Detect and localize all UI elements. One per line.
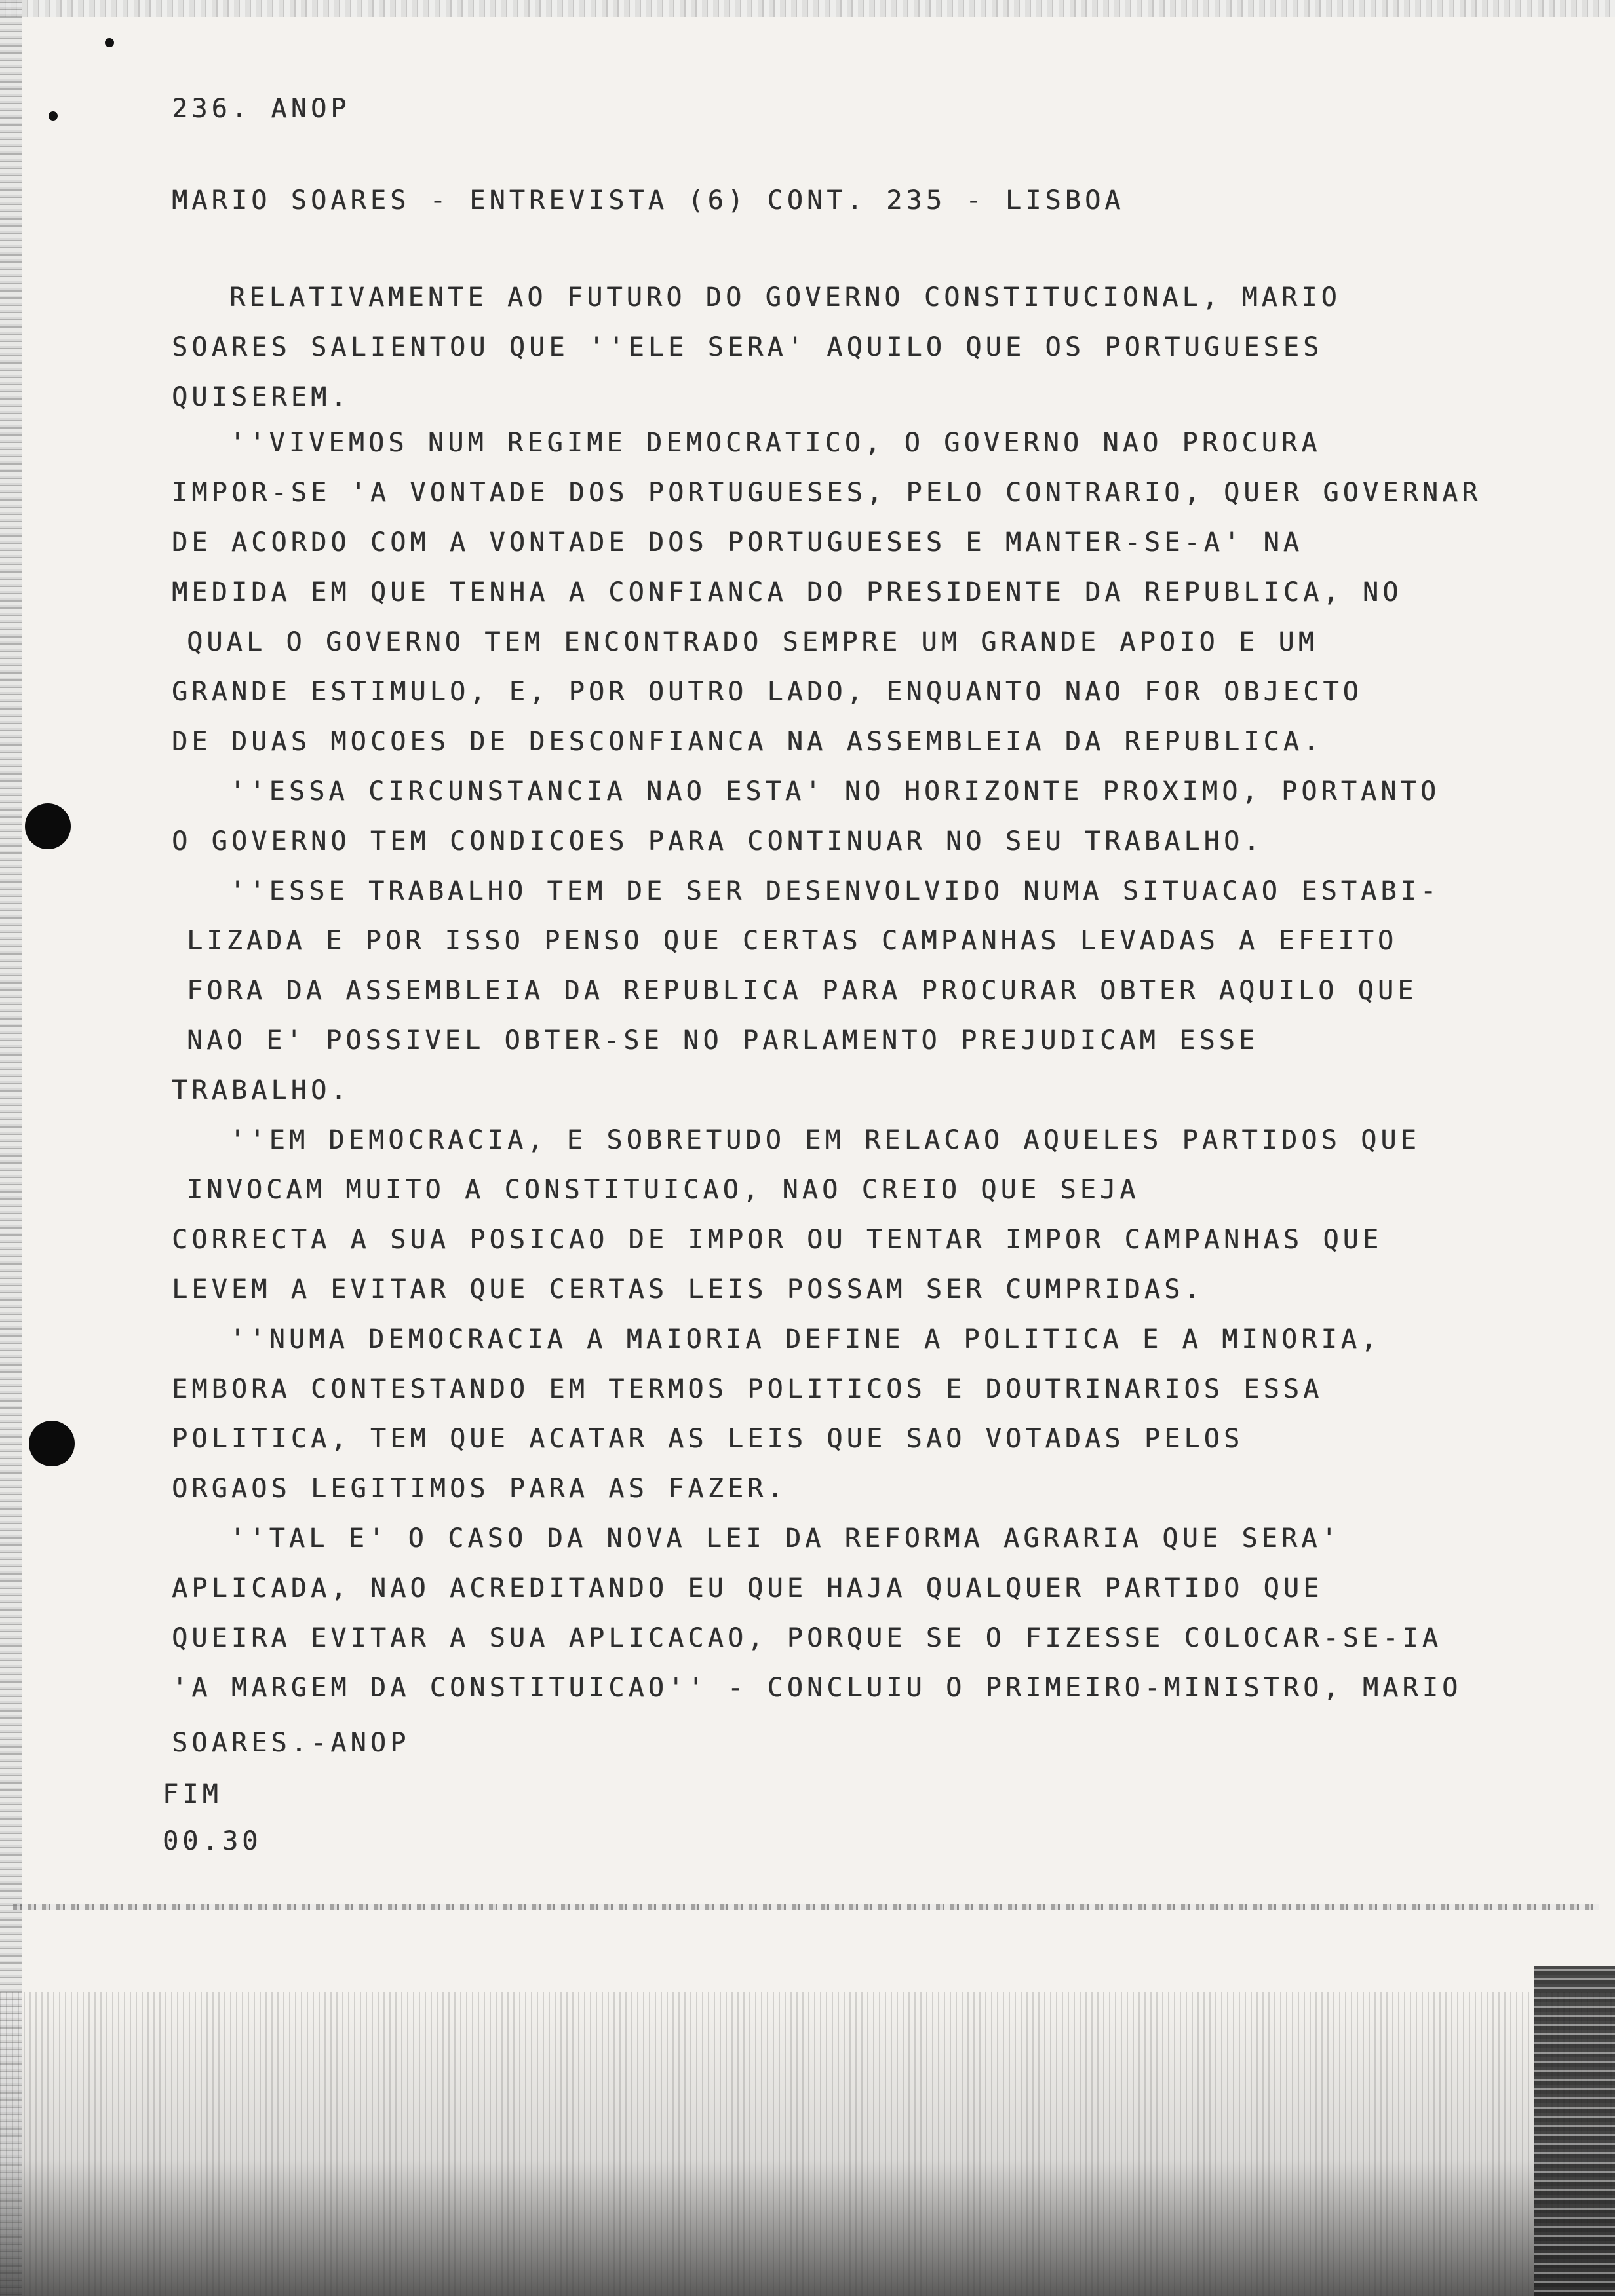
scan-noise-top [0,0,1615,17]
scan-noise-left [0,0,22,2296]
body-line: SOARES SALIENTOU QUE ''ELE SERA' AQUILO QUE OS PORTUGUESES [172,332,1323,362]
body-line: ''EM DEMOCRACIA, E SOBRETUDO EM RELACAO AQUELES PARTIDOS QUE [229,1125,1420,1155]
body-line: DE ACORDO COM A VONTADE DOS PORTUGUESES E MANTER-SE-A' NA [172,527,1304,558]
time-mark: 00.30 [163,1826,262,1856]
body-line: ''NUMA DEMOCRACIA A MAIORIA DEFINE A POLITICA E A MINORIA, [229,1324,1381,1354]
end-mark: FIM [163,1779,222,1809]
body-line: EMBORA CONTESTANDO EM TERMOS POLITICOS E DOUTRINARIOS ESSA [172,1374,1323,1404]
body-line: POLITICA, TEM QUE ACATAR AS LEIS QUE SAO VOTADAS PELOS [172,1424,1244,1454]
body-line: ''TAL E' O CASO DA NOVA LEI DA REFORMA AGRARIA QUE SERA' [229,1523,1341,1554]
body-line: FORA DA ASSEMBLEIA DA REPUBLICA PARA PROCURAR OBTER AQUILO QUE [187,976,1418,1006]
body-line: O GOVERNO TEM CONDICOES PARA CONTINUAR NO SEU TRABALHO. [172,826,1264,856]
body-line: ''VIVEMOS NUM REGIME DEMOCRATICO, O GOVERNO NAO PROCURA [229,428,1321,458]
body-line: NAO E' POSSIVEL OBTER-SE NO PARLAMENTO PREJUDICAM ESSE [187,1025,1259,1056]
body-line: QUEIRA EVITAR A SUA APLICACAO, PORQUE SE O FIZESSE COLOCAR-SE-IA [172,1623,1443,1653]
punch-hole-lower [29,1421,75,1466]
body-line: GRANDE ESTIMULO, E, POR OUTRO LADO, ENQUANTO NAO FOR OBJECTO [172,677,1363,707]
body-line: RELATIVAMENTE AO FUTURO DO GOVERNO CONSTITUCIONAL, MARIO [229,282,1341,313]
document-header: 236. ANOP [172,94,351,124]
body-line: ''ESSA CIRCUNSTANCIA NAO ESTA' NO HORIZONTE PROXIMO, PORTANTO [229,776,1441,807]
scan-noise-bottom [0,1992,1615,2296]
body-line: APLICADA, NAO ACREDITANDO EU QUE HAJA QUALQUER PARTIDO QUE [172,1573,1323,1603]
body-line: IMPOR-SE 'A VONTADE DOS PORTUGUESES, PELO CONTRARIO, QUER GOVERNAR [172,478,1482,508]
body-line: LEVEM A EVITAR QUE CERTAS LEIS POSSAM SER CUMPRIDAS. [172,1274,1204,1305]
body-line: ORGAOS LEGITIMOS PARA AS FAZER. [172,1474,787,1504]
body-line: LIZADA E POR ISSO PENSO QUE CERTAS CAMPANHAS LEVADAS A EFEITO [187,926,1398,956]
body-line: DE DUAS MOCOES DE DESCONFIANCA NA ASSEMBLEIA DA REPUBLICA. [172,727,1323,757]
body-line: QUAL O GOVERNO TEM ENCONTRADO SEMPRE UM GRANDE APOIO E UM [187,627,1319,657]
body-line: TRABALHO. [172,1075,351,1105]
punch-hole-upper [25,803,71,849]
page-rule [13,1904,1599,1910]
body-line: CORRECTA A SUA POSICAO DE IMPOR OU TENTAR IMPOR CAMPANHAS QUE [172,1225,1383,1255]
ink-dot [105,38,114,47]
body-line: SOARES.-ANOP [172,1728,410,1758]
body-line: QUISEREM. [172,382,351,412]
ink-dot [49,111,58,121]
scan-noise-bottom-right [1534,1966,1615,2296]
body-line: MEDIDA EM QUE TENHA A CONFIANCA DO PRESIDENTE DA REPUBLICA, NO [172,577,1403,607]
body-line: INVOCAM MUITO A CONSTITUICAO, NAO CREIO QUE SEJA [187,1175,1140,1205]
document-slug: MARIO SOARES - ENTREVISTA (6) CONT. 235 - LISBOA [172,185,1125,216]
body-line: 'A MARGEM DA CONSTITUICAO'' - CONCLUIU O PRIMEIRO-MINISTRO, MARIO [172,1673,1462,1703]
body-line: ''ESSE TRABALHO TEM DE SER DESENVOLVIDO NUMA SITUACAO ESTABI- [229,876,1441,906]
